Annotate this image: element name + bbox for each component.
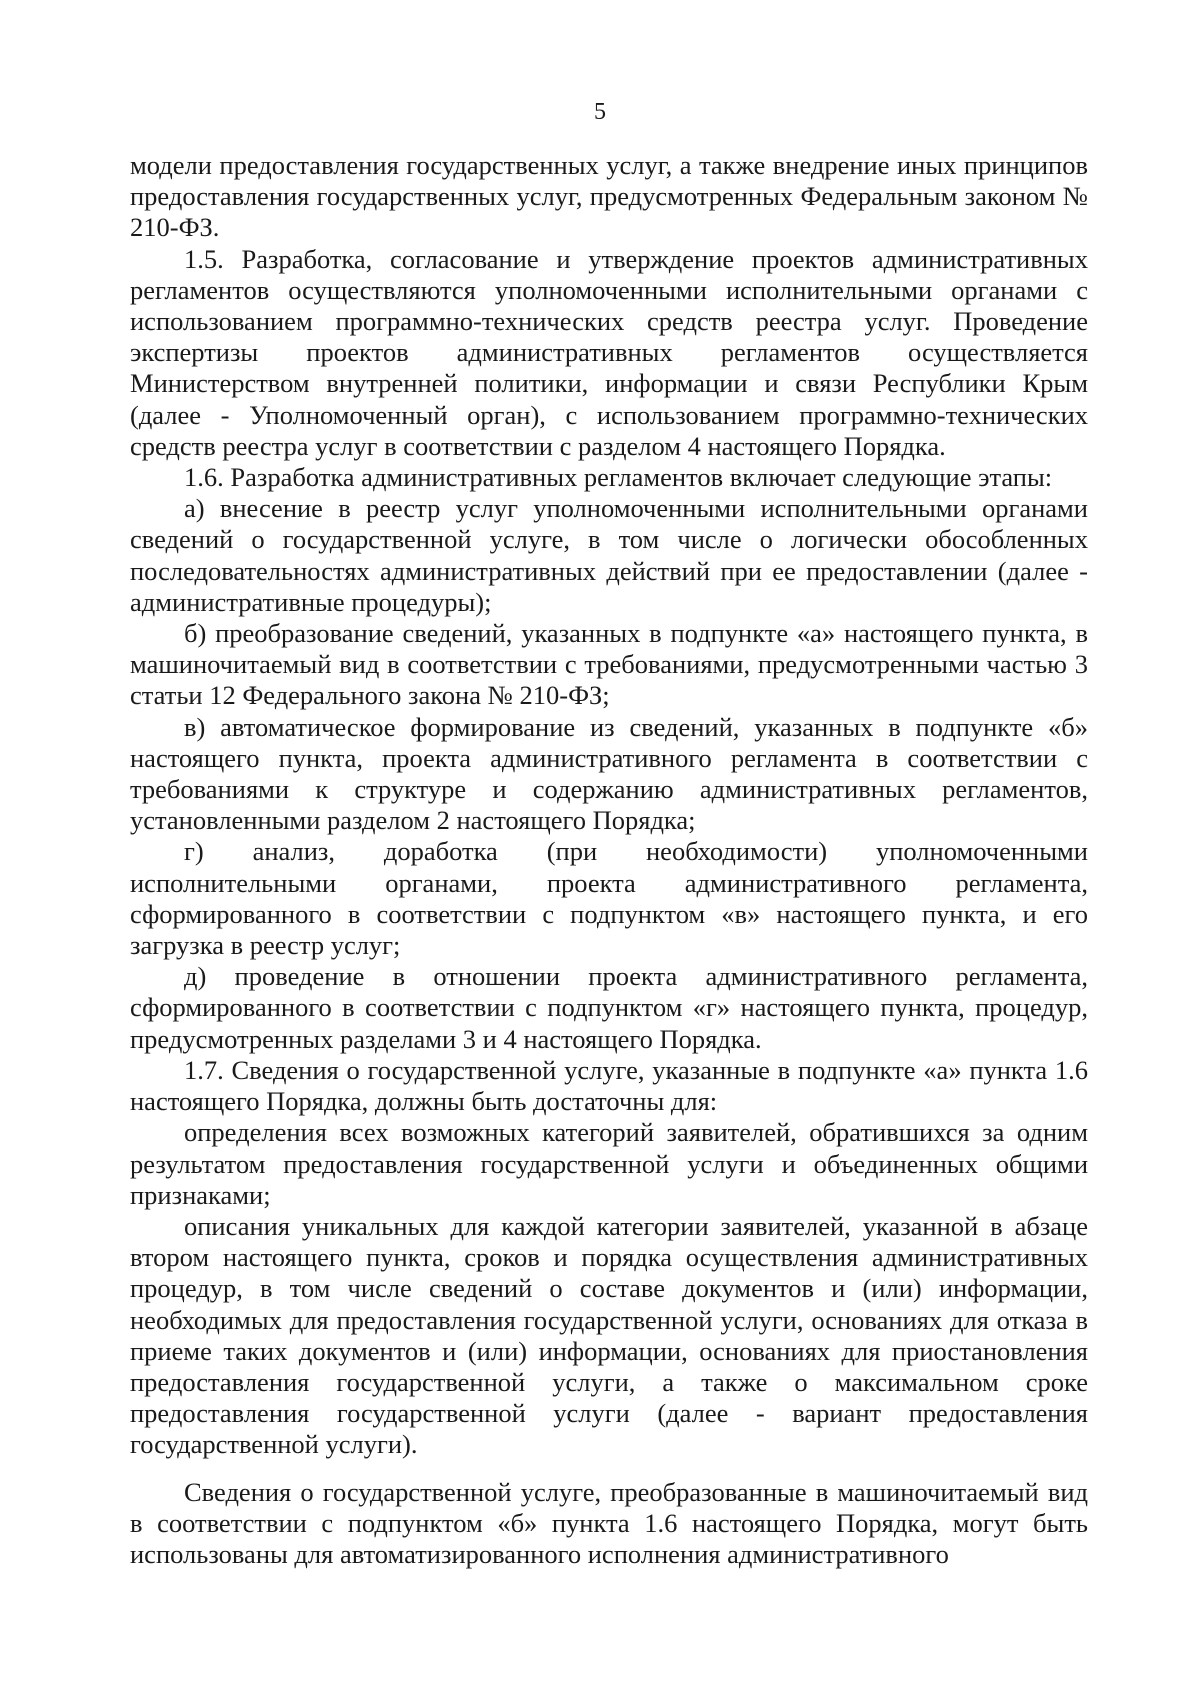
paragraph-1-6-b: б) преобразование сведений, указанных в подпункте «а» настоящего пункта, в машиночитаемый вид в соответствии с требованиями, предусмотренными частью 3 статьи 12 Федерального закона № 210-ФЗ; <box>130 618 1088 711</box>
paragraph-1-6-v: в) автоматическое формирование из сведений, указанных в подпункте «б» настоящего пункта, проекта административного регламента в соответствии с требованиями к структуре и содержанию административных регламентов, установленными разделом 2 настоящего Порядка; <box>130 711 1088 836</box>
paragraph-1-6-d: д) проведение в отношении проекта административного регламента, сформированного в соответствии с подпунктом «г» настоящего пункта, процедур, предусмотренных разделами 3 и 4 настоящего Порядка. <box>130 961 1088 1054</box>
page-number: 5 <box>594 99 606 125</box>
paragraph-1-7-description: описания уникальных для каждой категории заявителей, указанной в абзаце втором настоящего пункта, сроков и порядка осуществления административных процедур, в том числе сведений о составе документов и (или) информации, необходимых для предоставления государственной услуги, основаниях для отказа в приеме таких документов и (или) информации, основаниях для приостановления предоставления государственной услуги, а также о максимальном сроке предоставления государственной услуги (далее - вариант предоставления государственной услуги). <box>130 1210 1088 1460</box>
paragraph-1-6: 1.6. Разработка административных регламентов включает следующие этапы: <box>184 462 1053 493</box>
paragraph-continuation: модели предоставления государственных услуг, а также внедрение иных принципов предоставления государственных услуг, предусмотренных Федеральным законом № 210-ФЗ. <box>130 150 1088 243</box>
paragraph-1-6-g: г) анализ, доработка (при необходимости) уполномоченными исполнительными органами, проекта административного регламента, сформированного в соответствии с подпунктом «в» настоящего пункта, и его загрузка в реестр услуг; <box>130 836 1088 961</box>
paragraph-machine-readable: Сведения о государственной услуге, преобразованные в машиночитаемый вид в соответствии с подпунктом «б» пункта 1.6 настоящего Порядка, могут быть использованы для автоматизированного исполнения административного <box>130 1476 1088 1569</box>
paragraph-1-5: 1.5. Разработка, согласование и утверждение проектов административных регламентов осуществляются уполномоченными исполнительными органами с использованием программно-технических средств реестра услуг. Проведение экспертизы проектов административных регламентов осуществляется Министерством внутренней политики, информации и связи Республики Крым (далее - Уполномоченный орган), с использованием программно-технических средств реестра услуг в соответствии с разделом 4 настоящего Порядка. <box>130 243 1088 461</box>
document-body <box>130 150 1088 1570</box>
paragraph-1-7: 1.7. Сведения о государственной услуге, указанные в подпункте «а» пункта 1.6 настоящего Порядка, должны быть достаточны для: <box>130 1054 1088 1117</box>
paragraph-1-6-a: а) внесение в реестр услуг уполномоченными исполнительными органами сведений о государственной услуге, в том числе о логически обособленных последовательностях административных действий при ее предоставлении (далее - административные процедуры); <box>130 493 1088 617</box>
paragraph-1-7-categories: определения всех возможных категорий заявителей, обратившихся за одним результатом предоставления государственной услуги и объединенных общими признаками; <box>130 1117 1088 1210</box>
